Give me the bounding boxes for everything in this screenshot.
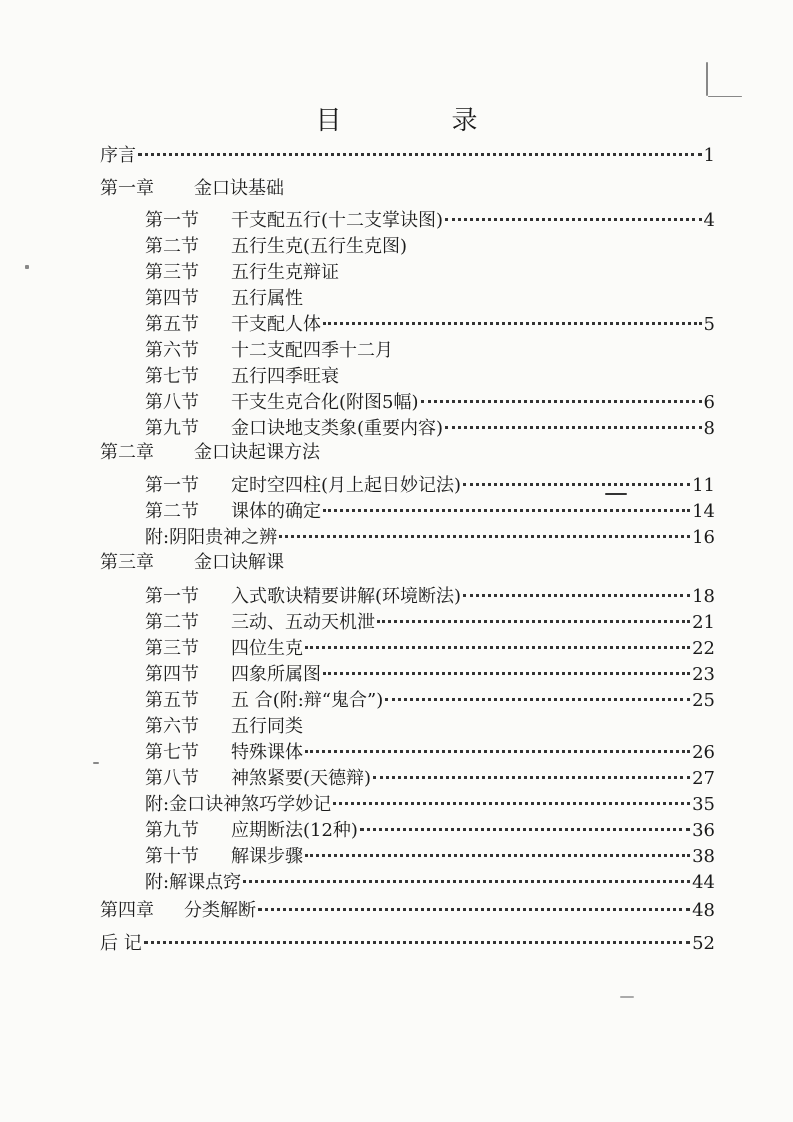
page-number: 11 — [692, 475, 715, 496]
section-number: 第一节 — [145, 586, 199, 607]
toc-chapter-1[interactable] — [100, 178, 715, 200]
scan-mark — [93, 762, 99, 764]
toc-section[interactable] — [145, 612, 715, 634]
toc-section[interactable] — [145, 236, 715, 258]
section-title: 应期断法(12种) — [231, 820, 358, 841]
section-title: 课体的确定 — [231, 501, 321, 522]
section-number: 第一节 — [145, 210, 199, 231]
chapter-number: 第二章 — [100, 442, 154, 463]
page-number: 36 — [692, 820, 715, 841]
dot-leader — [463, 590, 690, 597]
section-number: 第九节 — [145, 820, 199, 841]
toc-section[interactable] — [145, 638, 715, 660]
dot-leader — [279, 531, 690, 538]
dot-leader — [445, 214, 702, 221]
toc-section[interactable] — [145, 340, 715, 362]
dot-leader — [305, 642, 690, 649]
toc-section[interactable] — [145, 314, 715, 336]
chapter-number: 第三章 — [100, 552, 154, 573]
section-number: 第六节 — [145, 340, 199, 361]
page-number: 52 — [692, 933, 715, 954]
page-number: 4 — [703, 210, 715, 231]
section-title: 五 合(附:辩“鬼合”) — [231, 690, 384, 711]
page-number: 5 — [703, 314, 715, 335]
page-number: 44 — [692, 872, 715, 893]
toc-section[interactable] — [145, 501, 715, 523]
section-title: 五行属性 — [231, 288, 303, 309]
dot-leader — [445, 422, 702, 429]
dot-leader — [421, 396, 702, 403]
page-number: 14 — [692, 501, 715, 522]
page-number: 38 — [692, 846, 715, 867]
section-title: 四位生克 — [231, 638, 303, 659]
scan-mark — [708, 96, 742, 97]
appendix-title: 附:金口诀神煞巧学妙记 — [145, 794, 332, 815]
toc-section[interactable] — [145, 742, 715, 764]
section-number: 第四节 — [145, 288, 199, 309]
chapter-number: 第一章 — [100, 178, 154, 199]
section-number: 第四节 — [145, 664, 199, 685]
section-title: 五行生克(五行生克图) — [231, 236, 408, 257]
dot-leader — [333, 798, 690, 805]
toc-entry-preface[interactable] — [100, 145, 715, 167]
toc-chapter-4[interactable] — [100, 900, 715, 922]
page-number: 48 — [692, 900, 715, 921]
dot-leader — [323, 318, 702, 325]
section-number: 第八节 — [145, 392, 199, 413]
section-number: 第三节 — [145, 638, 199, 659]
dot-leader — [138, 149, 702, 156]
toc-section[interactable] — [145, 820, 715, 842]
dot-leader — [385, 694, 690, 701]
scan-mark — [605, 493, 627, 495]
toc-section[interactable] — [145, 288, 715, 310]
section-title: 五行同类 — [231, 716, 303, 737]
section-number: 第七节 — [145, 742, 199, 763]
section-title: 干支生克合化(附图5幅) — [231, 392, 419, 413]
section-number: 第二节 — [145, 501, 199, 522]
section-number: 第五节 — [145, 314, 199, 335]
toc-section[interactable] — [145, 716, 715, 738]
dot-leader — [243, 876, 690, 883]
section-number: 第二节 — [145, 612, 199, 633]
dot-leader — [463, 479, 690, 486]
section-number: 第三节 — [145, 262, 199, 283]
chapter-title: 金口诀基础 — [194, 178, 284, 199]
dot-leader — [377, 616, 690, 623]
section-title: 十二支配四季十二月 — [231, 340, 393, 361]
dot-leader — [144, 937, 690, 944]
page-number: 23 — [692, 664, 715, 685]
toc-section[interactable] — [145, 768, 715, 790]
toc-section[interactable] — [145, 846, 715, 868]
section-title: 特殊课体 — [231, 742, 303, 763]
toc-chapter-3[interactable] — [100, 552, 715, 574]
toc-entry-afterword[interactable] — [100, 933, 715, 955]
toc-chapter-2[interactable] — [100, 442, 715, 464]
toc-section[interactable] — [145, 366, 715, 388]
page-number: 27 — [692, 768, 715, 789]
page-number: 8 — [703, 418, 715, 439]
chapter-number: 第四章 — [100, 900, 154, 921]
section-number: 第八节 — [145, 768, 199, 789]
dot-leader — [305, 850, 690, 857]
page-title: 目 录 — [315, 106, 520, 136]
toc-section[interactable] — [145, 690, 715, 712]
dot-leader — [305, 746, 690, 753]
dot-leader — [323, 668, 690, 675]
appendix-title: 附:阴阳贵神之辨 — [145, 527, 278, 548]
section-number: 第九节 — [145, 418, 199, 439]
page-number: 35 — [692, 794, 715, 815]
section-number: 第二节 — [145, 236, 199, 257]
section-title: 干支配人体 — [231, 314, 321, 335]
appendix-title: 附:解课点窍 — [145, 872, 242, 893]
scan-mark — [25, 265, 29, 269]
section-title: 神煞紧要(天德辩) — [231, 768, 372, 789]
section-title: 五行四季旺衰 — [231, 366, 339, 387]
entry-label: 后 记 — [100, 933, 142, 954]
toc-section[interactable] — [145, 586, 715, 608]
page-number: 1 — [703, 145, 715, 166]
toc-section[interactable] — [145, 418, 715, 440]
page-number: 26 — [692, 742, 715, 763]
chapter-title: 金口诀解课 — [194, 552, 284, 573]
dot-leader — [373, 772, 690, 779]
section-title: 五行生克辩证 — [231, 262, 339, 283]
scan-mark — [706, 62, 708, 96]
entry-label: 序言 — [100, 145, 136, 166]
section-title: 解课步骤 — [231, 846, 303, 867]
toc-section[interactable] — [145, 664, 715, 686]
section-title: 四象所属图 — [231, 664, 321, 685]
page-number: 25 — [692, 690, 715, 711]
toc-section[interactable] — [145, 475, 715, 497]
section-number: 第一节 — [145, 475, 199, 496]
dot-leader — [258, 904, 690, 911]
scan-mark — [620, 996, 634, 998]
toc-appendix[interactable] — [145, 527, 715, 549]
dot-leader — [323, 505, 690, 512]
section-title: 三动、五动天机泄 — [231, 612, 375, 633]
toc-section[interactable] — [145, 262, 715, 284]
chapter-title: 金口诀起课方法 — [194, 442, 320, 463]
section-number: 第五节 — [145, 690, 199, 711]
section-title: 入式歌诀精要讲解(环境断法) — [231, 586, 462, 607]
section-number: 第六节 — [145, 716, 199, 737]
section-title: 定时空四柱(月上起日妙记法) — [231, 475, 462, 496]
dot-leader — [360, 824, 690, 831]
page-number: 21 — [692, 612, 715, 633]
toc-appendix[interactable] — [145, 794, 715, 816]
chapter-title: 分类解断 — [184, 900, 256, 921]
toc-section[interactable] — [145, 210, 715, 232]
page-number: 18 — [692, 586, 715, 607]
toc-appendix[interactable] — [145, 872, 715, 894]
section-number: 第十节 — [145, 846, 199, 867]
page-number: 6 — [703, 392, 715, 413]
section-number: 第七节 — [145, 366, 199, 387]
section-title: 干支配五行(十二支掌诀图) — [231, 210, 444, 231]
page-number: 16 — [692, 527, 715, 548]
page-number: 22 — [692, 638, 715, 659]
section-title: 金口诀地支类象(重要内容) — [231, 418, 444, 439]
toc-section[interactable] — [145, 392, 715, 414]
